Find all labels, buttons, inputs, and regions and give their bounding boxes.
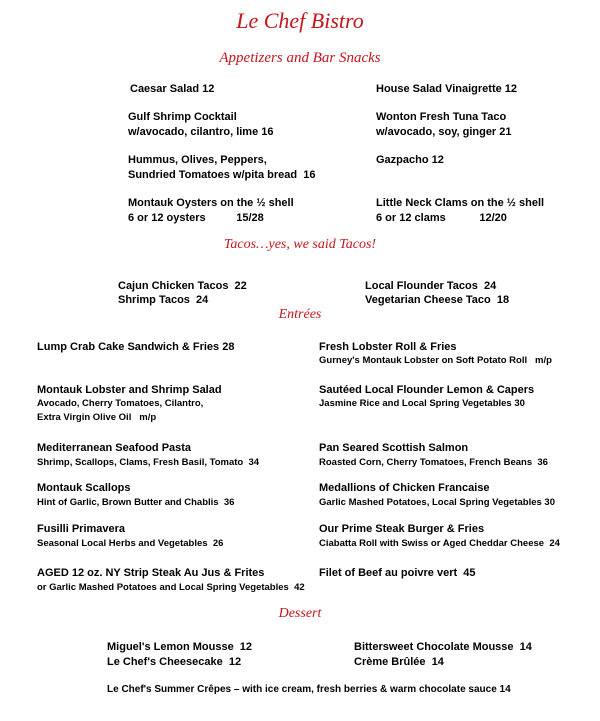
menu-item-creme-brulee: Crème Brûlée 14 [354,656,444,668]
section-heading-dessert: Dessert [278,606,322,621]
menu-item-wonton-taco: Wonton Fresh Tuna Taco [376,111,507,123]
menu-item-flounder-tacos: Local Flounder Tacos 24 [365,280,497,292]
section-heading-tacos: Tacos…yes, we said Tacos! [223,237,377,252]
menu-item-seafood-pasta: Mediterranean Seafood Pasta [37,442,192,454]
menu-item-chicken-francaise-desc: Garlic Mashed Potatoes, Local Spring Vegetables 30 [319,497,555,508]
menu-item-cheesecake: Le Chef's Cheesecake 12 [107,656,242,668]
menu-item-scallops-desc: Hint of Garlic, Brown Butter and Chablis 36 [37,497,235,508]
menu-item-chocolate-mousse: Bittersweet Chocolate Mousse 14 [354,641,532,653]
menu-item-clams: Little Neck Clams on the ½ shell [376,197,545,209]
menu-item-hummus-desc: Sundried Tomatoes w/pita bread 16 [128,169,316,181]
menu-item-crab-cake: Lump Crab Cake Sandwich & Fries 28 [37,341,235,353]
menu-item-house-salad: House Salad Vinaigrette 12 [376,83,518,95]
menu-item-oysters: Montauk Oysters on the ½ shell [128,197,294,209]
menu-item-cajun-tacos: Cajun Chicken Tacos 22 [118,280,247,292]
menu-item-filet-of-beef: Filet of Beef au poivre vert 45 [319,567,476,579]
menu-item-steak-burger: Our Prime Steak Burger & Fries [319,523,485,535]
menu-item-steak-burger-desc: Ciabatta Roll with Swiss or Aged Cheddar Cheese 24 [319,538,560,549]
menu-item-sauteed-flounder-desc: Jasmine Rice and Local Spring Vegetables 30 [319,398,525,409]
menu-item-summer-crepes: Le Chef's Summer Crêpes – with ice cream, fresh berries & warm chocolate sauce 14 [107,684,511,695]
menu-item-caesar-salad: Caesar Salad 12 [130,83,215,95]
menu-item-wonton-taco-desc: w/avocado, soy, ginger 21 [376,126,512,138]
menu-item-salmon: Pan Seared Scottish Salmon [319,442,469,454]
menu-item-lobster-salad: Montauk Lobster and Shrimp Salad [37,384,222,396]
menu-item-fusilli: Fusilli Primavera [37,523,126,535]
menu-item-sauteed-flounder: Sautéed Local Flounder Lemon & Capers [319,384,535,396]
menu-item-shrimp-cocktail: Gulf Shrimp Cocktail [128,111,237,123]
menu-item-seafood-pasta-desc: Shrimp, Scallops, Clams, Fresh Basil, Tomato 34 [37,457,260,468]
section-heading-appetizers: Appetizers and Bar Snacks [219,50,381,66]
menu-item-shrimp-tacos: Shrimp Tacos 24 [118,294,209,306]
menu-item-chicken-francaise: Medallions of Chicken Francaise [319,482,490,494]
menu-item-fusilli-desc: Seasonal Local Herbs and Vegetables 26 [37,538,224,549]
menu-item-strip-steak: AGED 12 oz. NY Strip Steak Au Jus & Frites [37,567,265,579]
menu-item-clams-price: 6 or 12 clams 12/20 [376,212,507,224]
menu-item-strip-steak-desc: or Garlic Mashed Potatoes and Local Spring Vegetables 42 [37,582,305,593]
menu-item-hummus: Hummus, Olives, Peppers, [128,154,267,166]
menu-item-lobster-roll-desc: Gurney's Montauk Lobster on Soft Potato Roll m/p [319,355,552,366]
menu-item-gazpacho: Gazpacho 12 [376,154,444,166]
menu-item-scallops: Montauk Scallops [37,482,131,494]
menu-item-veg-taco: Vegetarian Cheese Taco 18 [365,294,510,306]
restaurant-title: Le Chef Bistro [236,8,364,33]
menu-item-lobster-salad-desc2: Extra Virgin Olive Oil m/p [37,412,157,423]
menu-item-lobster-salad-desc1: Avocado, Cherry Tomatoes, Cilantro, [37,398,204,409]
menu-item-lobster-roll: Fresh Lobster Roll & Fries [319,341,457,353]
menu-item-salmon-desc: Roasted Corn, Cherry Tomatoes, French Beans 36 [319,457,548,468]
menu-item-lemon-mousse: Miguel's Lemon Mousse 12 [107,641,253,653]
menu-item-oysters-price: 6 or 12 oysters 15/28 [128,212,264,224]
section-heading-entrees: Entrées [278,307,322,322]
menu-item-shrimp-cocktail-desc: w/avocado, cilantro, lime 16 [128,126,274,138]
